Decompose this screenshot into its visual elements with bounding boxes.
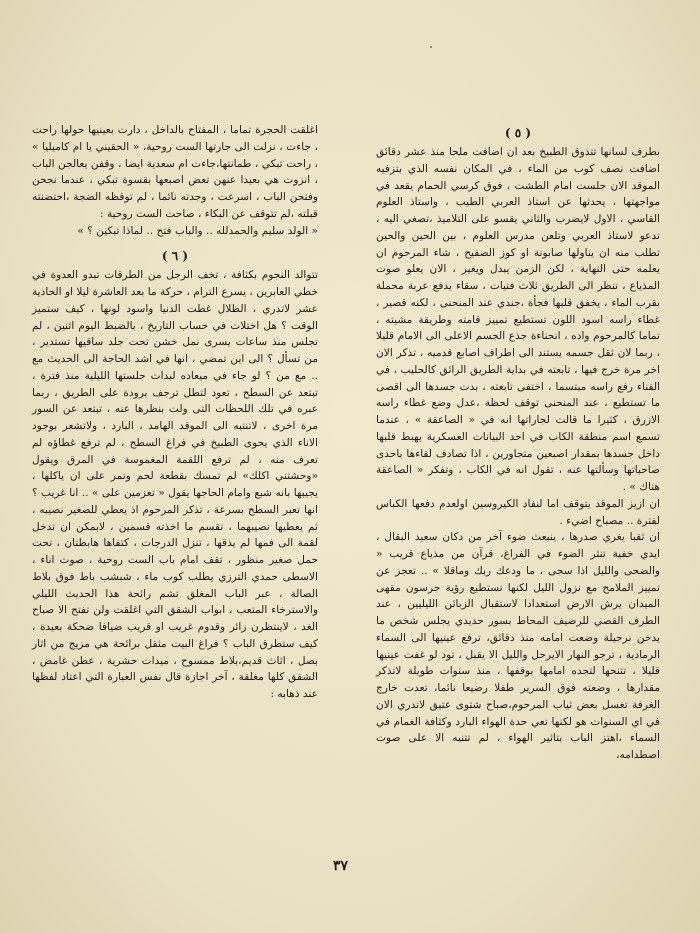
page-number: ٣٧ — [333, 858, 349, 874]
paragraph: ان ثقبا يغري صدرها ، ينبعث ضوء آخر من دكان سعيد البقال ، ايدي خفية تنثر الضوء في الفراغ، قرآن من مذياع قريب « والضحى والليل اذا سجى ، ما ودعك ربك وماقلا » .. تعجز عن تمييز الملامح مع نزول الليل لكنها تستطيع رؤية جرسون مقهى الميدان يرش الارض استعدادا لاستقبال الزبائن الليليين ، عند الطرف القصي للرصيف المحاط بسور حديدي يجلس شخص ما يدخن نرجيلة وضعت امامه منذ دقائق، ترفع عينيها الى السماء الرمادية ، ترجو النهار الايرحل والليل الا يقبل ، تود لو غفت عينيها قليلا ، تتنحها لتجده امامها بوقفها ، منذ سنوات طويلة لاتذكر مقدارها ، وضعته فوق السرير طفلا رضيعا نائما، تعدت خارج الغرفة تغسل بعض ثياب المرحوم،صباح شتوى عتيق لاتدري الان في اي السنوات هو لكنها تعي حدة الهواء البارد وكثافة الغمام في السماء ،اهتز الباب بتاثير الهواء ، لم تتنبه الا على صوت اصطدامه، — [376, 531, 660, 761]
paragraph: ان ازيز الموقد يتوقف اما لنفاد الكيروسين اولعدم دفعها الكباس لفترة .. مصباح اضيء . — [376, 497, 660, 527]
paper-speck — [430, 46, 432, 48]
section-6-heading: ( ٦ ) — [161, 249, 189, 264]
quote-paragraph: « الولد سليم والحمدلله .. والباب فتح .. لماذا تبكين ؟ » — [77, 224, 318, 237]
section-5-heading: ( ٥ ) — [504, 126, 532, 140]
right-column — [376, 122, 660, 764]
paragraph: بطرف لسانها تتذوق الطبيخ بعد ان اضافت ملحا منذ عشر دقائق اضافت نصف كوب من الماء ، في المكان نفسه الذي بتزفيه الموقد الان جلست امام الطشت ، فوق كرسي الحمام يقعد في مواجهتها ، يحدثها عن استاذ العربي الطيب ، واستاذ العلوم القاسي ، الاول لايضرب والثاني يقسو على التلاميذ ،تصغي اليه ، تدعو لاستاذ العربي وتلعن مدرس العلوم ، بين الحين والحين تطلب منه ان يناولها صابونة او كوز الصفيح ، شاء المرحوم ان يعلمه حتى النهاية ، لكن الزمن يبدل ويغير ، الان يعلو صوت المذياع ، تنظر الى الطريق ثلاث فتيات ، سقاء يدفع عربة محملة بقرب الماء ، يخفق قلبها فجأة ،جندي عند المنحنى ، لكنه قصير ، غطاء راسه اسود اللون تستطيع تمييز قامته وطريقة مشيته ، تماما كالمرحوم واده ، انحناءة جذع الجسم الاعلى الى الامام قليلا ، ربما لان ثقل جسمه يستند الى اطراف اصابع قدميه ، تذكر الان اخر مرة خرج فيها ، تابعته في بداية الطريق الرائق كالحليب ، في الفناء رفع راسه مبتسما ، اختفى تابعته ، بدت جسدها الى اقصى ما تستطيع ، عند المنحنى توقف لحظة ،عدل وضع غطاء راسه الازرق ، كثيرا ما قالت لجاراتها انه في « الصاعقة » ، عندما تسمع اسم منطقة الكاب في احد البيانات العسكرية يهبط قلبها داخل جسدها بمقدار اصبعين متجاورين ، اذا تصادف لقاءها باحدى صاحباتها وسألتها عنه ، تقول انه في الكاب ، وتفكر « الصاعقة هناك » . — [376, 146, 660, 493]
left-column — [32, 122, 318, 703]
paragraph: اغلقت الحجرة تماما ، المفتاح بالداخل ، دارت بعينيها حولها راحت ، جاءت ، نزلت الى جارتها الست روحية، « الحقيني يا ام كاميليا » ، راحت تبكي ، طمانتها،جاءت ام سعدية ايضا ، وقفن يعالجن الباب ، انزوت هي بعيدا عنهن تعض اصبعها بقسوة تبكي ، عندما نجحن وفتحن الباب ، اسرعت ، وجدته نائما ، لم توقظه الضجة ،احتضنته قبلته ،لم تتوقف عن البكاء ، صاحت الست روحية : — [32, 124, 318, 220]
paragraph: تتوالد النجوم بكثافة ، تخف الرجل من الطرقات تبدو العدوة في خطي العابرين ، يسرع الترام ، حركة ما بعد العاشرة ليلا او الحادية عشر لاتدري ، الظلال غطت الدنيا واسود لونها ، كيف ستميز الوقت ؟ هل اختلات في حساب التاريخ ، بالضبط اليوم اثنين ، لم تجلس منذ ساعات يسرى نمل خشن تحت جلد ساقيها تستدير ، من تسأل ؟ الى اين تمضي ، انها في اشد الحاجة الى الحديث مع .. مع من ؟ لو جاء في ميعاده لبدات جلستها الليلية منذ فترة ، تبتعد عن السطح ، تعود لتطل ترجف برودة على الطريق ، ربما عبره في تلك اللحظات التى ولت بنظرها عنه ، تبتعد عن السور مرة اخرى ، لاتنتبه الى الموقد الهامد ، البارد ، ولاتشعر بوجود الاناء الذي يحوى الطبيخ في فراغ السطح ، لم ترفع غطاؤه لم تعرف منه ، لم ترفع اللقمة المغموسة في المرق ويقول «وحشتني اكلك» لم تمسك بقطعة لحم وتمر على ان ياكلها ، يجيبها بانه شبع وامام الحاجها يقول « تعزمين على » .. انا غريب ؟ انها تعبر السطح بسرعة ، تذكر المرحوم اذ يعطي للصغير نصيبه ، ثم يعطيها نصيبهما ، تقسم ما اخذته قسمين ، لابمكن ان تدخل لقمة الى فمها لم يذقها ، تنزل الدرجات ، كتفاها هابطتان ، تحت حمل صغير منظور ، تقف امام باب الست روحية ، صوت اناء ، الاسطى حمدي الترزي يطلب كوب ماء ، شبشب باط فوق بلاط الصالة ، عبر الباب المغلق تشم رائحة هذا الحديث الليلي والاسترخاء المتعب ، ابواب الشقق التي اغلقت ولن تفتح الا صباح الغد ، لاينتظرن زائر وقدوم غريب او قريب ضيافا ضحكة بعيدة ، كيف ستطرق الباب ؟ فراغ البيت مثقل برائحة هي مزيج من اثار بصل ، اثاث قديم،بلاط ممسوح ، ميدات حشرية ، عطن غامض ، الشقق كلها مغلقة ، آخر اجازة قال نفس العبارة التي اعتاد لفظها عند ذهابه : — [32, 269, 318, 700]
